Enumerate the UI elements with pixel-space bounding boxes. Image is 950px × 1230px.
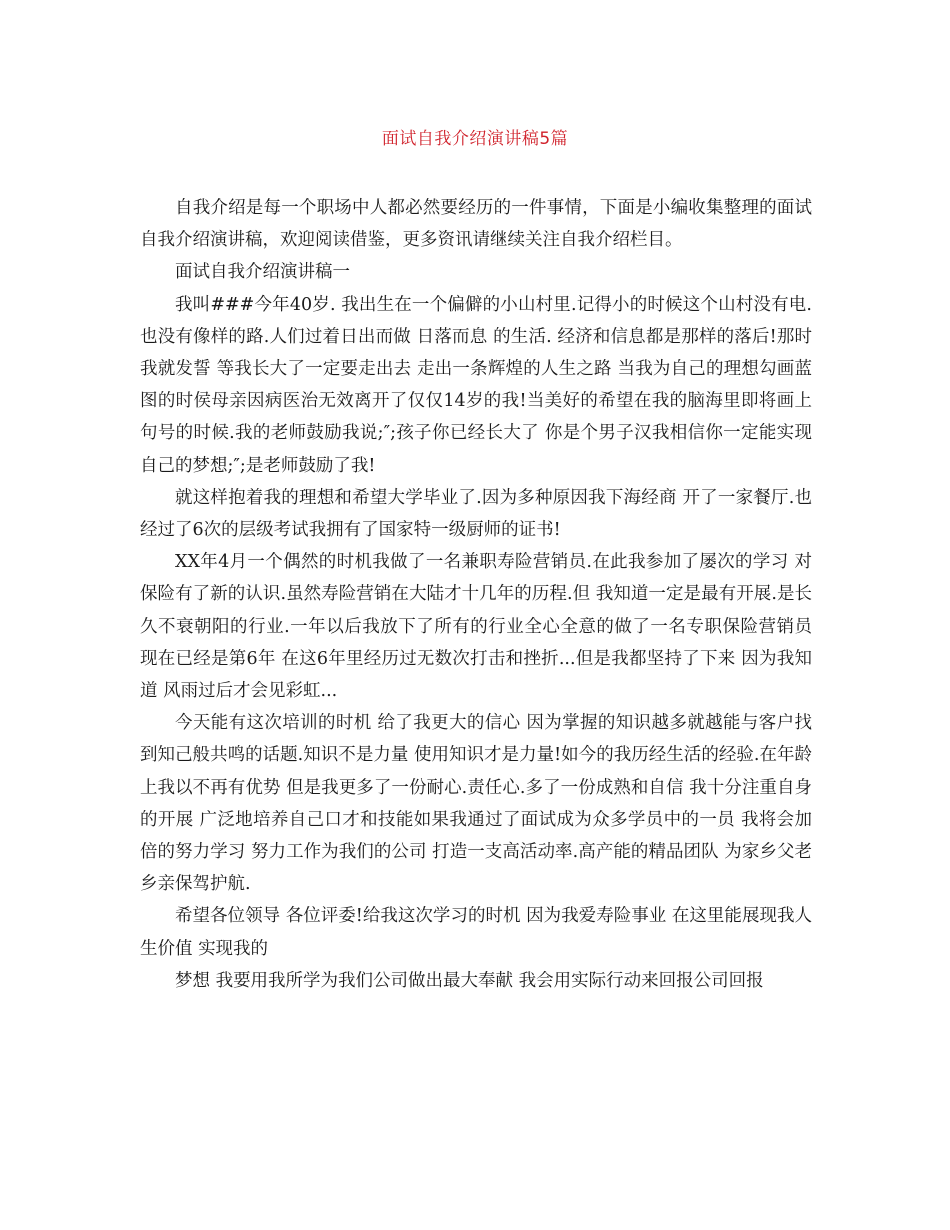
body-paragraph: 今天能有这次培训的时机 给了我更大的信心 因为掌握的知识越多就越能与客户找到知己般共鸣的话题.知识不是力量 使用知识才是力量!如今的我历经生活的经验.在年龄上我以不再有优势 但是我更多了一份耐心.责任心.多了一份成熟和自信 我十分注重自身的开展 广泛地培养自己口才和技能如果我通过了面试成为众多学员中的一员 我将会加倍的努力学习 努力工作为我们的公司 打造一支高活动率.高产能的精品团队 为家乡父老乡亲保驾护航.: [140, 713, 812, 895]
body-paragraph: 希望各位领导 各位评委!给我这次学习的时机 因为我爱寿险事业 在这里能展现我人生价值 实现我的: [140, 906, 812, 959]
intro-paragraph: 自我介绍是每一个职场中人都必然要经历的一件事情，下面是小编收集整理的面试自我介绍演讲稿，欢迎阅读借鉴，更多资讯请继续关注自我介绍栏目。: [140, 198, 812, 251]
document-body: [140, 192, 812, 997]
body-paragraph: 就这样抱着我的理想和希望大学毕业了.因为多种原因我下海经商 开了一家餐厅.也经过了6次的层级考试我拥有了国家特一级厨师的证书!: [140, 487, 812, 541]
document-title: 面试自我介绍演讲稿5篇: [381, 129, 569, 149]
body-paragraph: 我叫###今年40岁. 我出生在一个偏僻的小山村里.记得小的时候这个山村没有电. 也没有像样的路.人们过着日出而做 日落而息 的生活. 经济和信息都是那样的落后!那时我就发誓 等我长大了一定要走出去 走出一条辉煌的人生之路 当我为自己的理想勾画蓝图的时侯母亲因病医治无效离开了仅仅14岁的我!当美好的希望在我的脑海里即将画上句号的时候.我的老师鼓励我说;″;孩子你已经长大了 你是个男子汉我相信你一定能实现自己的梦想;″;是老师鼓励了我!: [140, 294, 812, 476]
body-paragraph: 梦想 我要用我所学为我们公司做出最大奉献 我会用实际行动来回报公司回报: [175, 970, 764, 991]
body-paragraph: XX年4月一个偶然的时机我做了一名兼职寿险营销员.在此我参加了屡次的学习 对保险有了新的认识.虽然寿险营销在大陆才十几年的历程.但 我知道一定是最有开展.是长久不衰朝阳的行业.一年以后我放下了所有的行业全心全意的做了一名专职保险营销员 现在已经是第6年 在这6年里经历过无数次打击和挫折...但是我都坚持了下来 因为我知道 风雨过后才会见彩虹...: [140, 552, 812, 702]
section-heading: 面试自我介绍演讲稿一: [175, 262, 350, 283]
